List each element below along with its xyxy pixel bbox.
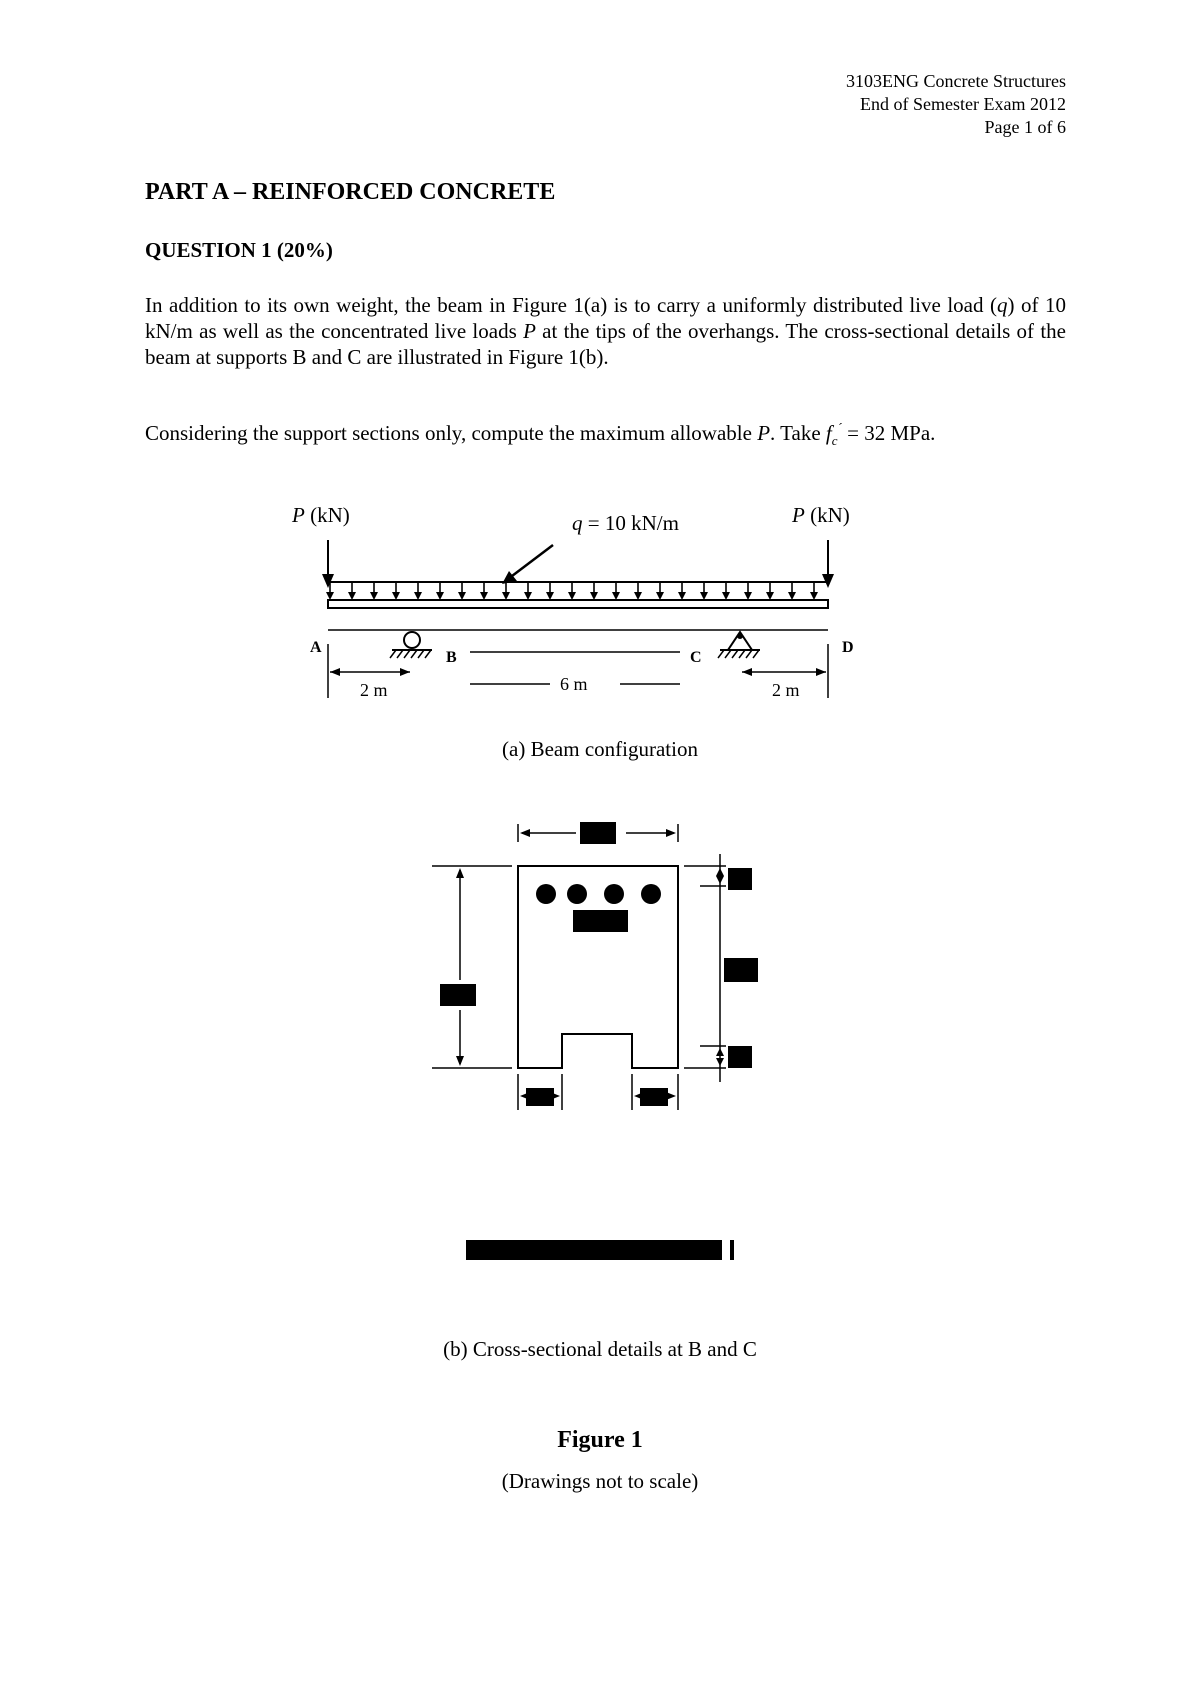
dim-label-mid: 6 m <box>560 674 588 694</box>
fc-sup: ´ <box>837 420 842 435</box>
depth-label-redacted <box>724 958 758 982</box>
exam-title: End of Semester Exam 2012 <box>860 94 1066 114</box>
width-label-redacted <box>580 822 616 844</box>
udl-label: q = 10 kN/m <box>572 511 679 535</box>
page-number: Page 1 of 6 <box>984 117 1066 137</box>
part-title: PART A – REINFORCED CONCRETE <box>145 179 556 205</box>
cover-bottom-label-redacted <box>728 1046 752 1068</box>
question-title: QUESTION 1 (20%) <box>145 238 333 262</box>
question-paragraph-1 <box>145 292 1066 370</box>
caption-beam-configuration: (a) Beam configuration <box>502 737 698 761</box>
para2-p-symbol: P <box>757 421 771 445</box>
point-label-a: A <box>310 639 322 656</box>
fc-f: f <box>825 421 832 445</box>
redacted-bar-end <box>730 1240 734 1260</box>
para1-q-symbol: q <box>996 293 1008 317</box>
redacted-bar <box>466 1240 722 1260</box>
page-header <box>846 70 1066 139</box>
cross-section-diagram <box>0 810 1200 1290</box>
point-label-d: D <box>842 639 854 656</box>
beam-diagram <box>0 490 1200 710</box>
support-b-roller <box>390 632 432 658</box>
para1-text-a: In addition to its own weight, the beam in Figure 1(a) is to carry a uniformly distributed live load ( <box>145 293 997 317</box>
load-label-left: P (kN) <box>292 503 350 527</box>
flange-right-label-redacted <box>640 1088 668 1106</box>
udl-pointer-arrow <box>502 545 553 584</box>
question-paragraph-2 <box>145 410 1066 459</box>
udl-arrows <box>326 582 828 600</box>
point-label-c: C <box>690 649 702 666</box>
point-load-left-arrow <box>322 540 334 588</box>
support-c-pin <box>718 632 760 658</box>
beam <box>328 600 828 608</box>
para1-p-symbol: P <box>523 319 536 343</box>
bar-label-redacted <box>573 910 628 932</box>
figure-note: (Drawings not to scale) <box>501 1469 699 1493</box>
para2-text-c: = 32 MPa. <box>841 421 936 445</box>
caption-cross-section: (b) Cross-sectional details at B and C <box>443 1337 757 1361</box>
point-label-b: B <box>446 649 457 666</box>
point-load-right-arrow <box>822 540 834 588</box>
dim-label-left: 2 m <box>360 680 388 700</box>
height-label-redacted <box>440 984 476 1006</box>
height-dimension <box>432 866 512 1068</box>
flange-left-label-redacted <box>526 1088 554 1106</box>
para2-text-b: . Take <box>770 421 826 445</box>
load-label-right: P (kN) <box>792 503 850 527</box>
dim-label-right: 2 m <box>772 680 800 700</box>
right-dimensions <box>684 854 726 1082</box>
para1-text-c: at the tips of the overhangs. The cross-sectional details of the beam at supports B and C are illustrated in Figure 1(b). <box>145 319 1066 369</box>
figure-title: Figure 1 <box>557 1427 643 1453</box>
cover-top-label-redacted <box>728 868 752 890</box>
para2-text-a: Considering the support sections only, compute the maximum allowable <box>145 421 758 445</box>
fc-symbol <box>825 420 842 449</box>
para1-text-b: ) of 10 kN/m as well as the concentrated live loads <box>145 293 1066 343</box>
course-title: 3103ENG Concrete Structures <box>846 71 1066 91</box>
fc-sub: c <box>831 433 838 449</box>
